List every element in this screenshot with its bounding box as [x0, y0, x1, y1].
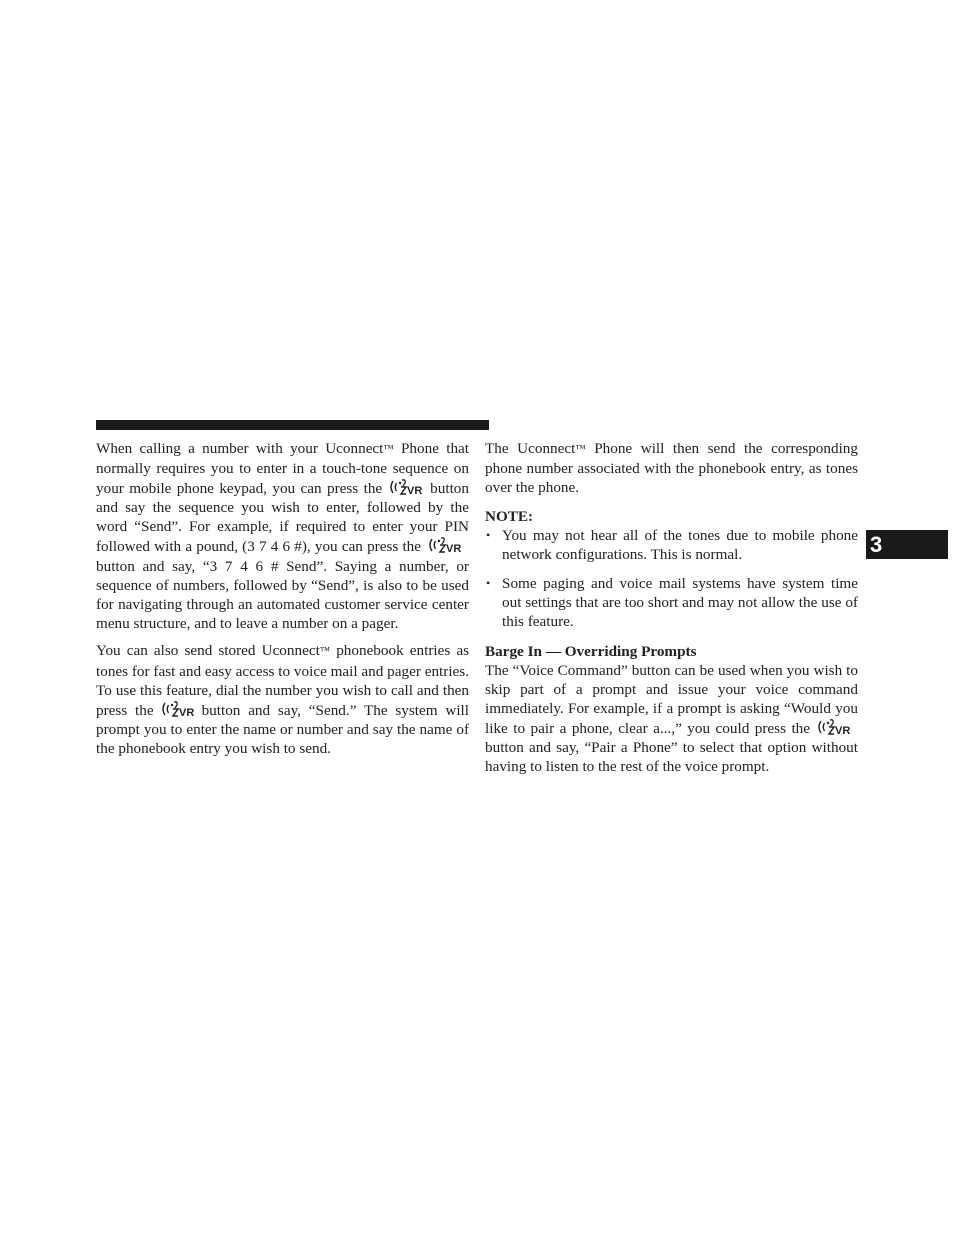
svg-text:VR: VR: [407, 485, 423, 497]
section-divider-bar: [96, 420, 489, 430]
voice-command-vr-icon: [816, 718, 852, 736]
note-bullet-item: • Some paging and voice mail systems have system time out settings that are too short and may not allow the use of this feature.: [486, 574, 858, 630]
note-heading: NOTE:: [485, 508, 534, 526]
chapter-number: 3: [870, 532, 883, 557]
voice-command-vr-icon: [388, 478, 424, 496]
voice-command-vr-icon: [427, 536, 463, 554]
trademark-symbol: ™: [575, 444, 586, 455]
barge-in-paragraph: The “Voice Command” button can be used when you wish to skip part of a prompt and issue your voice command immediately. For example, if a prompt is asking “Would you like to pair a phone, clear a...,” you could press the VR button and say, “Pair a Phone” to select that option without having to listen to the rest of the voice prompt.: [485, 661, 858, 776]
barge-in-heading: Barge In — Overriding Prompts: [485, 642, 697, 660]
send-tones-paragraph: The Uconnect™ Phone will then send the corresponding phone number associated with the phonebook entry, as tones over the phone.: [485, 440, 858, 497]
phonebook-tones-paragraph: You can also send stored Uconnect™ phonebook entries as tones for fast and easy access to voice mail and pager entries. To use this feature, dial the number you wish to call and then press the VR button and say, “Send.” The system will prompt you to enter the name or number and say the name of the phonebook entry you wish to send.: [96, 642, 469, 757]
svg-text:VR: VR: [835, 725, 851, 737]
chapter-tab: [866, 530, 948, 559]
note-bullet-list: [485, 526, 858, 630]
svg-text:VR: VR: [446, 543, 462, 555]
trademark-symbol: ™: [383, 444, 394, 455]
uconnect-tones-paragraph: When calling a number with your Uconnect™ Phone that normally requires you to enter in a touch-tone sequence on your mobile phone keypad, you can press the VR button and say the sequence you wish to enter, followed by the word “Send”. For example, if required to enter your PIN followed with a pound, (3 7 4 6 #), you can press the VR button and say, “3 7 4 6 # Send”. Saying a number, or sequence of numbers, followed by “Send”, is also to be used for navigating through an automated customer service center menu structure, and to leave a number on a pager.: [96, 440, 469, 632]
bullet-icon: •: [486, 575, 491, 590]
note-bullet-item: • You may not hear all of the tones due to mobile phone network configurations. This is normal.: [486, 527, 858, 564]
voice-command-vr-icon: [160, 700, 196, 718]
right-column: [485, 439, 858, 785]
trademark-symbol: ™: [319, 646, 331, 658]
left-column: [96, 439, 469, 767]
bullet-icon: •: [486, 528, 491, 543]
svg-text:VR: VR: [178, 706, 194, 718]
